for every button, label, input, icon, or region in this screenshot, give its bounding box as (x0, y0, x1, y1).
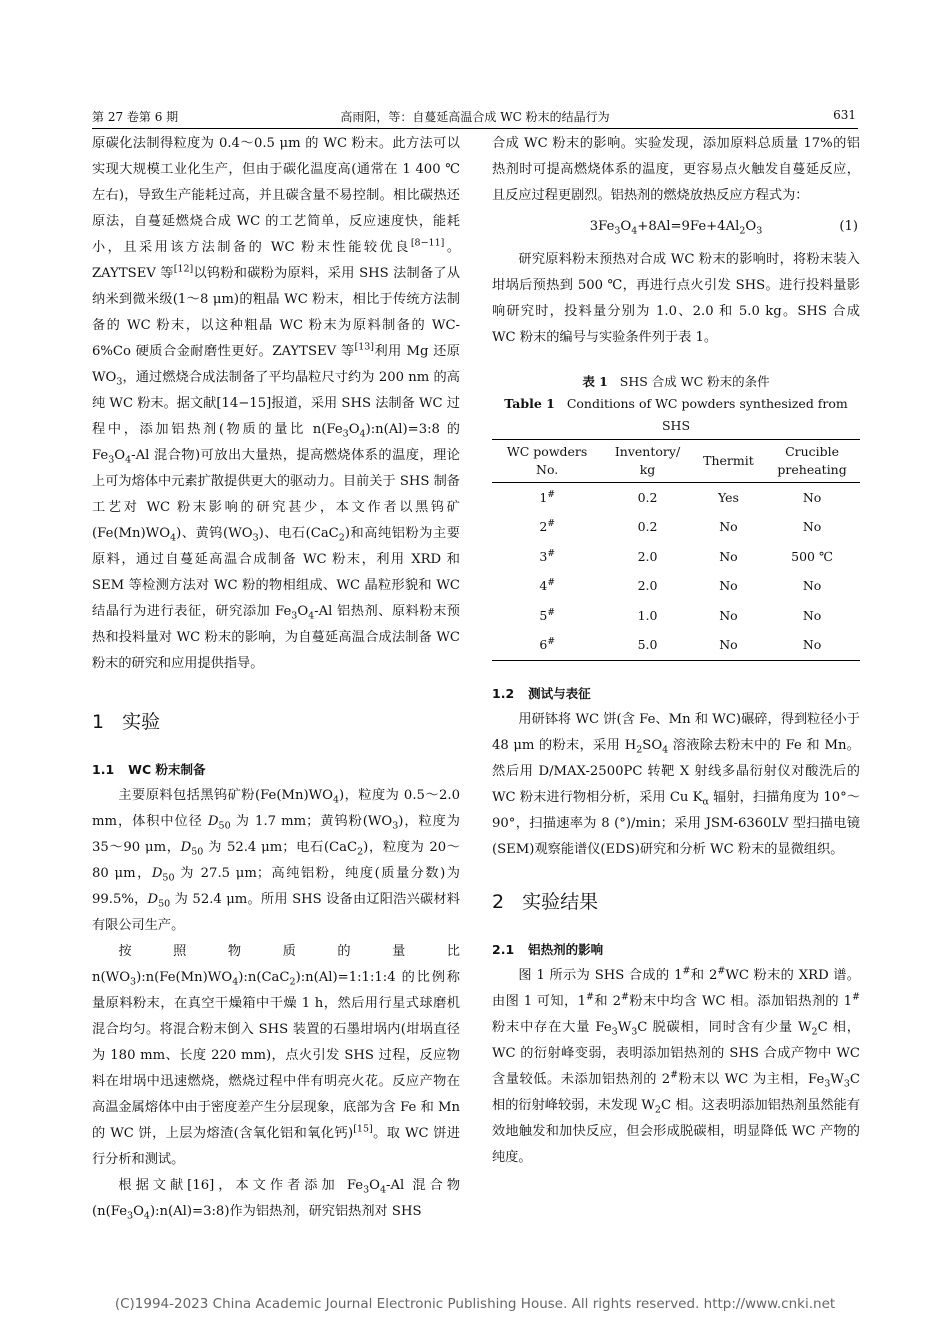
table-caption-en: Table 1 Conditions of WC powders synthesized from SHS (504, 396, 848, 433)
thermit-continued-paragraph: 合成 WC 粉末的影响。实验发现，添加原料总质量 17%的铝热剂时可提高燃烧体系的温度，更容易点火触发自蔓延反应，且反应过程更剧烈。铝热剂的燃烧放热反应方程式为： (492, 136, 860, 203)
copyright-footer: (C)1994-2023 China Academic Journal Electronic Publishing House. All rights reserved. http://www.cnki.net (114, 1296, 836, 1312)
header-inventory: Inventory/ kg (614, 444, 681, 477)
right-column (492, 131, 860, 1171)
page-number: 631 (833, 108, 856, 122)
section-heading-results: 2 实验结果 (492, 891, 599, 913)
journal-volume: 第 27 卷第 6 期 (92, 110, 179, 124)
table-caption-cn: 表 1 SHS 合成 WC 粉末的条件 (582, 374, 770, 389)
procedure-paragraph: 按照物质的量比 $n(WO_3):n(Fe(Mn)WO_4):n(CaC_2):n(Al)=1:1:1:4$ 的比例称量原料粉末，在真空干燥箱中干燥 1 h，然后用行星式球磨机混合均匀。将混合粉末倒入 SHS 装置的石墨坩埚内(坩埚直径为 180 mm、长度 220 mm)，点火引发 SHS 过程，反应物料在坩埚中迅速燃烧，燃烧过程中伴有明亮火花。反应产物在高温金属熔体中由于密度差产生分层现象，底部为含 Fe 和 Mn 的 WC 饼，上层为熔渣(含氧化铝和氧化钙)[15]。取 WC 饼进行分析和测试。 (92, 944, 460, 1167)
table-row: 6# 5.0 No No (492, 631, 860, 661)
preheat-paragraph: 研究原料粉末预热对合成 WC 粉末的影响时，将粉末装入坩埚后预热到 500 ℃，再进行点火引发 SHS。进行投料量影响研究时，投料量分别为 1.0、2.0 和 5.0 kg。SHS 合成 WC 粉末的编号与实验条件列于表 1。 (492, 252, 860, 345)
header-wc-powders-no: WC powders No. (506, 444, 588, 477)
subsection-heading-1-2: 1.2 测试与表征 (492, 686, 591, 701)
table-row: 3# 2.0 No 500 ℃ (539, 548, 833, 564)
header-thermit: Thermit (703, 453, 754, 468)
header-crucible-preheating: Crucible preheating (777, 444, 847, 477)
equation-1 (492, 213, 860, 241)
subsection-heading-2-1: 2.1 铝热剂的影响 (492, 942, 604, 957)
thermit-paragraph: 根据文献[16]，本文作者添加 $Fe_3O_4-Al$ 混合物$(n(Fe_3O_4):n(Al)=3:8)$作为铝热剂，研究铝热剂对 SHS (92, 1178, 461, 1222)
intro-paragraph: 原碳化法制得粒度为 0.4～0.5 μm 的 WC 粉末。此方法可以实现大规模工业化生产，但由于碳化温度高(通常在 1 400 ℃左右)，导致生产能耗过高，并且碳含量不易控制。相比碳热还原法，自蔓延燃烧合成 WC 的工艺简单，反应速度快，能耗小，且采用该方法制备的 WC 粉末性能较优良[8−11]。ZAYTSEV 等[12]以钨粉和碳粉为原料，采用 SHS 法制备了从纳米到微米级(1～8 μm)的粗晶 WC 粉末，相比于传统方法制备的 WC 粉末，以这种粗晶 WC 粉末为原料制备的 WC-6%Co 硬质合金耐磨性更好。ZAYTSEV 等[13]利用 Mg 还原 $WO_3$，通过燃烧合成法制备了平均晶粒尺寸约为 200 nm 的高纯 WC 粉末。据文献[14−15]报道，采用 SHS 法制备 WC 过程中，添加铝热剂(物质的量比 $n(Fe_3O_4):n(Al)=3:8$ 的 $Fe_3O_4-Al$ 混合物)可放出大量热，提高燃烧体系的温度，理论上可为熔体中元素扩散提供更大的驱动力。目前关于 SHS 制备工艺对 WC 粉末影响的研究甚少，本文作者以黑钨矿$(Fe(Mn)WO_4)$、黄钨$(WO_3)$、电石(CaC$_2$)和高纯铝粉为主要原料，通过自蔓延高温合成制备 WC 粉末，利用 XRD 和 SEM 等检测方法对 WC 粉的物相组成、WC 晶粒形貌和 WC 结晶行为进行表征，研究添加 $Fe_3O_4-Al$ 铝热剂、原料粉末预热和投料量对 WC 粉末的影响，为自蔓延高温合成法制备 WC 粉末的研究和应用提供指导。 (92, 136, 461, 671)
table-row: 4# 2.0 No No (539, 578, 822, 594)
running-header (92, 104, 858, 129)
subsection-heading-1-1: 1.1 WC 粉末制备 (92, 762, 206, 777)
table-row: 5# 1.0 No No (539, 607, 822, 623)
characterization-paragraph: 用研钵将 WC 饼(含 Fe、Mn 和 WC)碾碎，得到粒径小于 48 μm 的粉末，采用 $H_2SO_4$ 溶液除去粉末中的 Fe 和 Mn。然后用 D/MAX-2500PC 转靶 X 射线多晶衍射仪对酸洗后的 WC 粉末进行物相分析，采用 Cu $K_\alpha$ 辐射，扫描角度为 10°～90°，扫描速率为 8 (°)/min；采用 JSM-6360LV 型扫描电镜(SEM)观察能谱仪(EDS)研究和分析 WC 粉末的显微组织。 (492, 712, 861, 857)
table-row: 2# 0.2 No No (539, 519, 822, 535)
conditions-table (492, 439, 860, 661)
running-title: 高雨阳，等：自蔓延高温合成 WC 粉末的结晶行为 (340, 110, 610, 124)
xrd-paragraph: 图 1 所示为 SHS 合成的 1#和 2#WC 粉末的 XRD 谱。由图 1 可知，1#和 2#粉末中均含 WC 相。添加铝热剂的 1#粉末中存在大量 $Fe_3W_3C$ 脱碳相，同时含有少量 $W_2C$ 相，WC 的衍射峰变弱，表明添加铝热剂的 SHS 合成产物中 WC 含量较低。未添加铝热剂的 2#粉末以 WC 为主相，$Fe_3W_3C$ 相的衍射峰较弱，未发现 $W_2C$ 相。这表明添加铝热剂虽然能有效地触发和加快反应，但会形成脱碳相，明显降低 WC 产物的纯度。 (492, 965, 861, 1165)
equation-formula: $3Fe_3O_4+8Al=9Fe+4Al_2O_3$ (589, 219, 763, 237)
table-row: 1# 0.2 Yes No (539, 489, 822, 505)
materials-paragraph: 主要原料包括黑钨矿粉$(Fe(Mn)WO_4)$，粒度为 0.5～2.0 mm，体积中位径 $D_{50}$ 为 1.7 mm；黄钨粉$(WO_3)$，粒度为 35～90 μm，$D_{50}$ 为 52.4 μm；电石(CaC$_2$)，粒度为 20～80 μm，$D_{50}$ 为 27.5 μm；高纯铝粉，纯度(质量分数)为 99.5%，$D_{50}$ 为 52.4 μm。所用 SHS 设备由辽阳浩兴碳材料有限公司生产。 (92, 788, 460, 933)
table-header-row (492, 440, 860, 483)
equation-number: (1) (839, 219, 858, 234)
left-column (92, 131, 460, 1225)
section-heading-experiment: 1 实验 (92, 711, 161, 733)
